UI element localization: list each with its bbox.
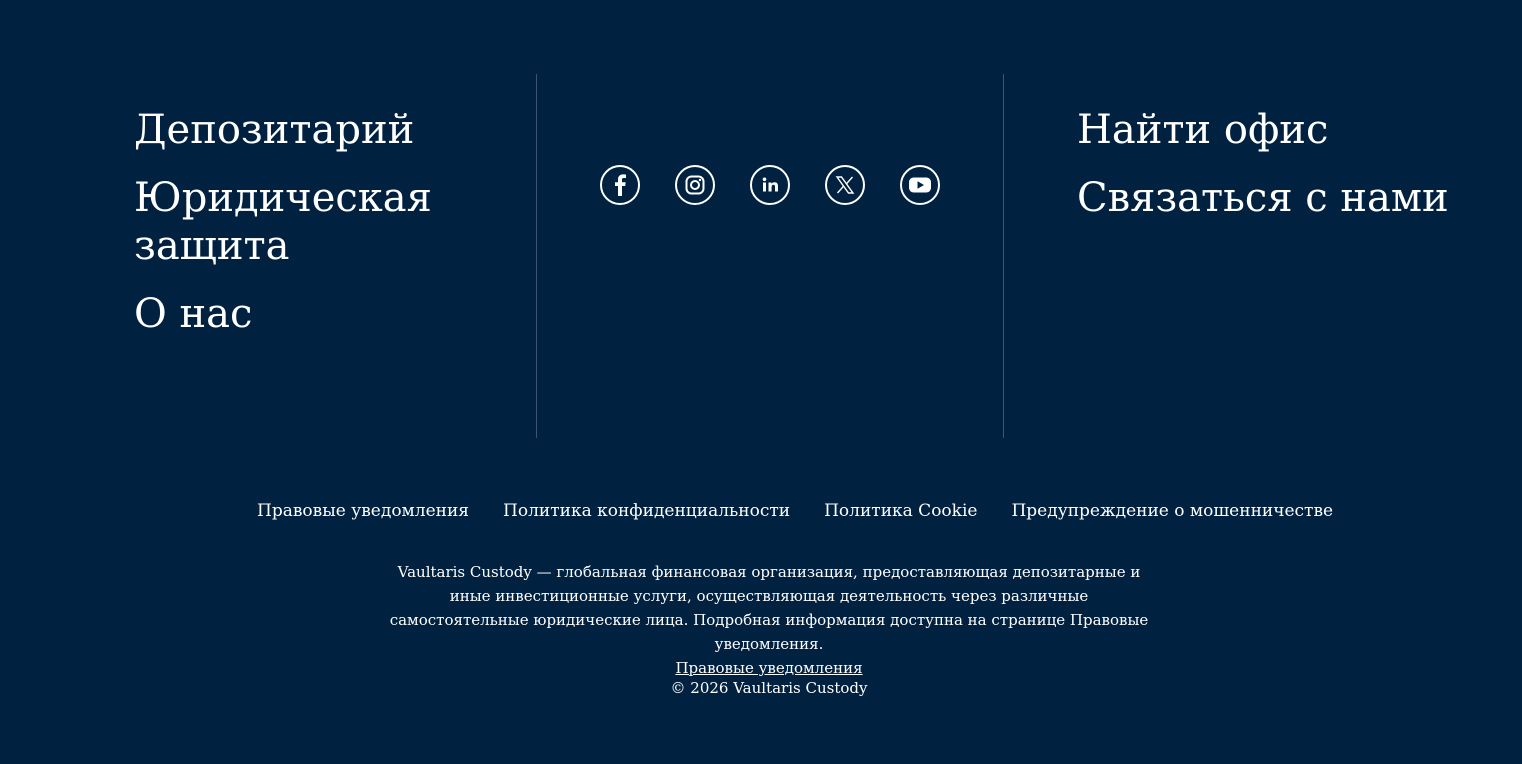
legal-links (0, 497, 1522, 525)
youtube-icon[interactable] (900, 165, 940, 205)
legal-link-fraud-warning[interactable]: Предупреждение о мошенничестве (1011, 501, 1334, 521)
column-divider (1003, 74, 1004, 438)
nav-link-find-office[interactable]: Найти офис (1077, 107, 1329, 153)
legal-link-legal-notices[interactable]: Правовые уведомления (257, 501, 470, 521)
facebook-icon[interactable] (600, 165, 640, 205)
disclaimer-text: Vaultaris Custody — глобальная финансовая организация, предоставляющая депозитарные и иные инвестиционные услуги, осуществляющая деятельность через различные самостоятельные юридические лица. Подробная информация доступна на странице Правовые уведомления. (389, 563, 1149, 653)
x-icon[interactable] (825, 165, 865, 205)
legal-link-privacy-policy[interactable]: Политика конфиденциальности (503, 501, 791, 521)
disclaimer (386, 560, 1152, 680)
copyright: © 2026 Vaultaris Custody (670, 679, 868, 697)
disclaimer-legal-notices-link[interactable]: Правовые уведомления (675, 659, 863, 677)
instagram-icon[interactable] (675, 165, 715, 205)
footer-top (0, 74, 1522, 438)
footer-nav-right (1077, 106, 1517, 242)
column-divider (536, 74, 537, 438)
nav-link-depository[interactable]: Депозитарий (134, 107, 415, 153)
legal-link-cookie-policy[interactable]: Политика Cookie (824, 501, 978, 521)
nav-link-about[interactable]: О нас (134, 291, 253, 337)
social-links (600, 165, 940, 205)
linkedin-icon[interactable] (750, 165, 790, 205)
nav-link-legal-protection[interactable]: Юридическая защита (134, 175, 432, 269)
nav-link-contact-us[interactable]: Связаться с нами (1077, 175, 1449, 221)
footer-nav-left (134, 106, 514, 358)
